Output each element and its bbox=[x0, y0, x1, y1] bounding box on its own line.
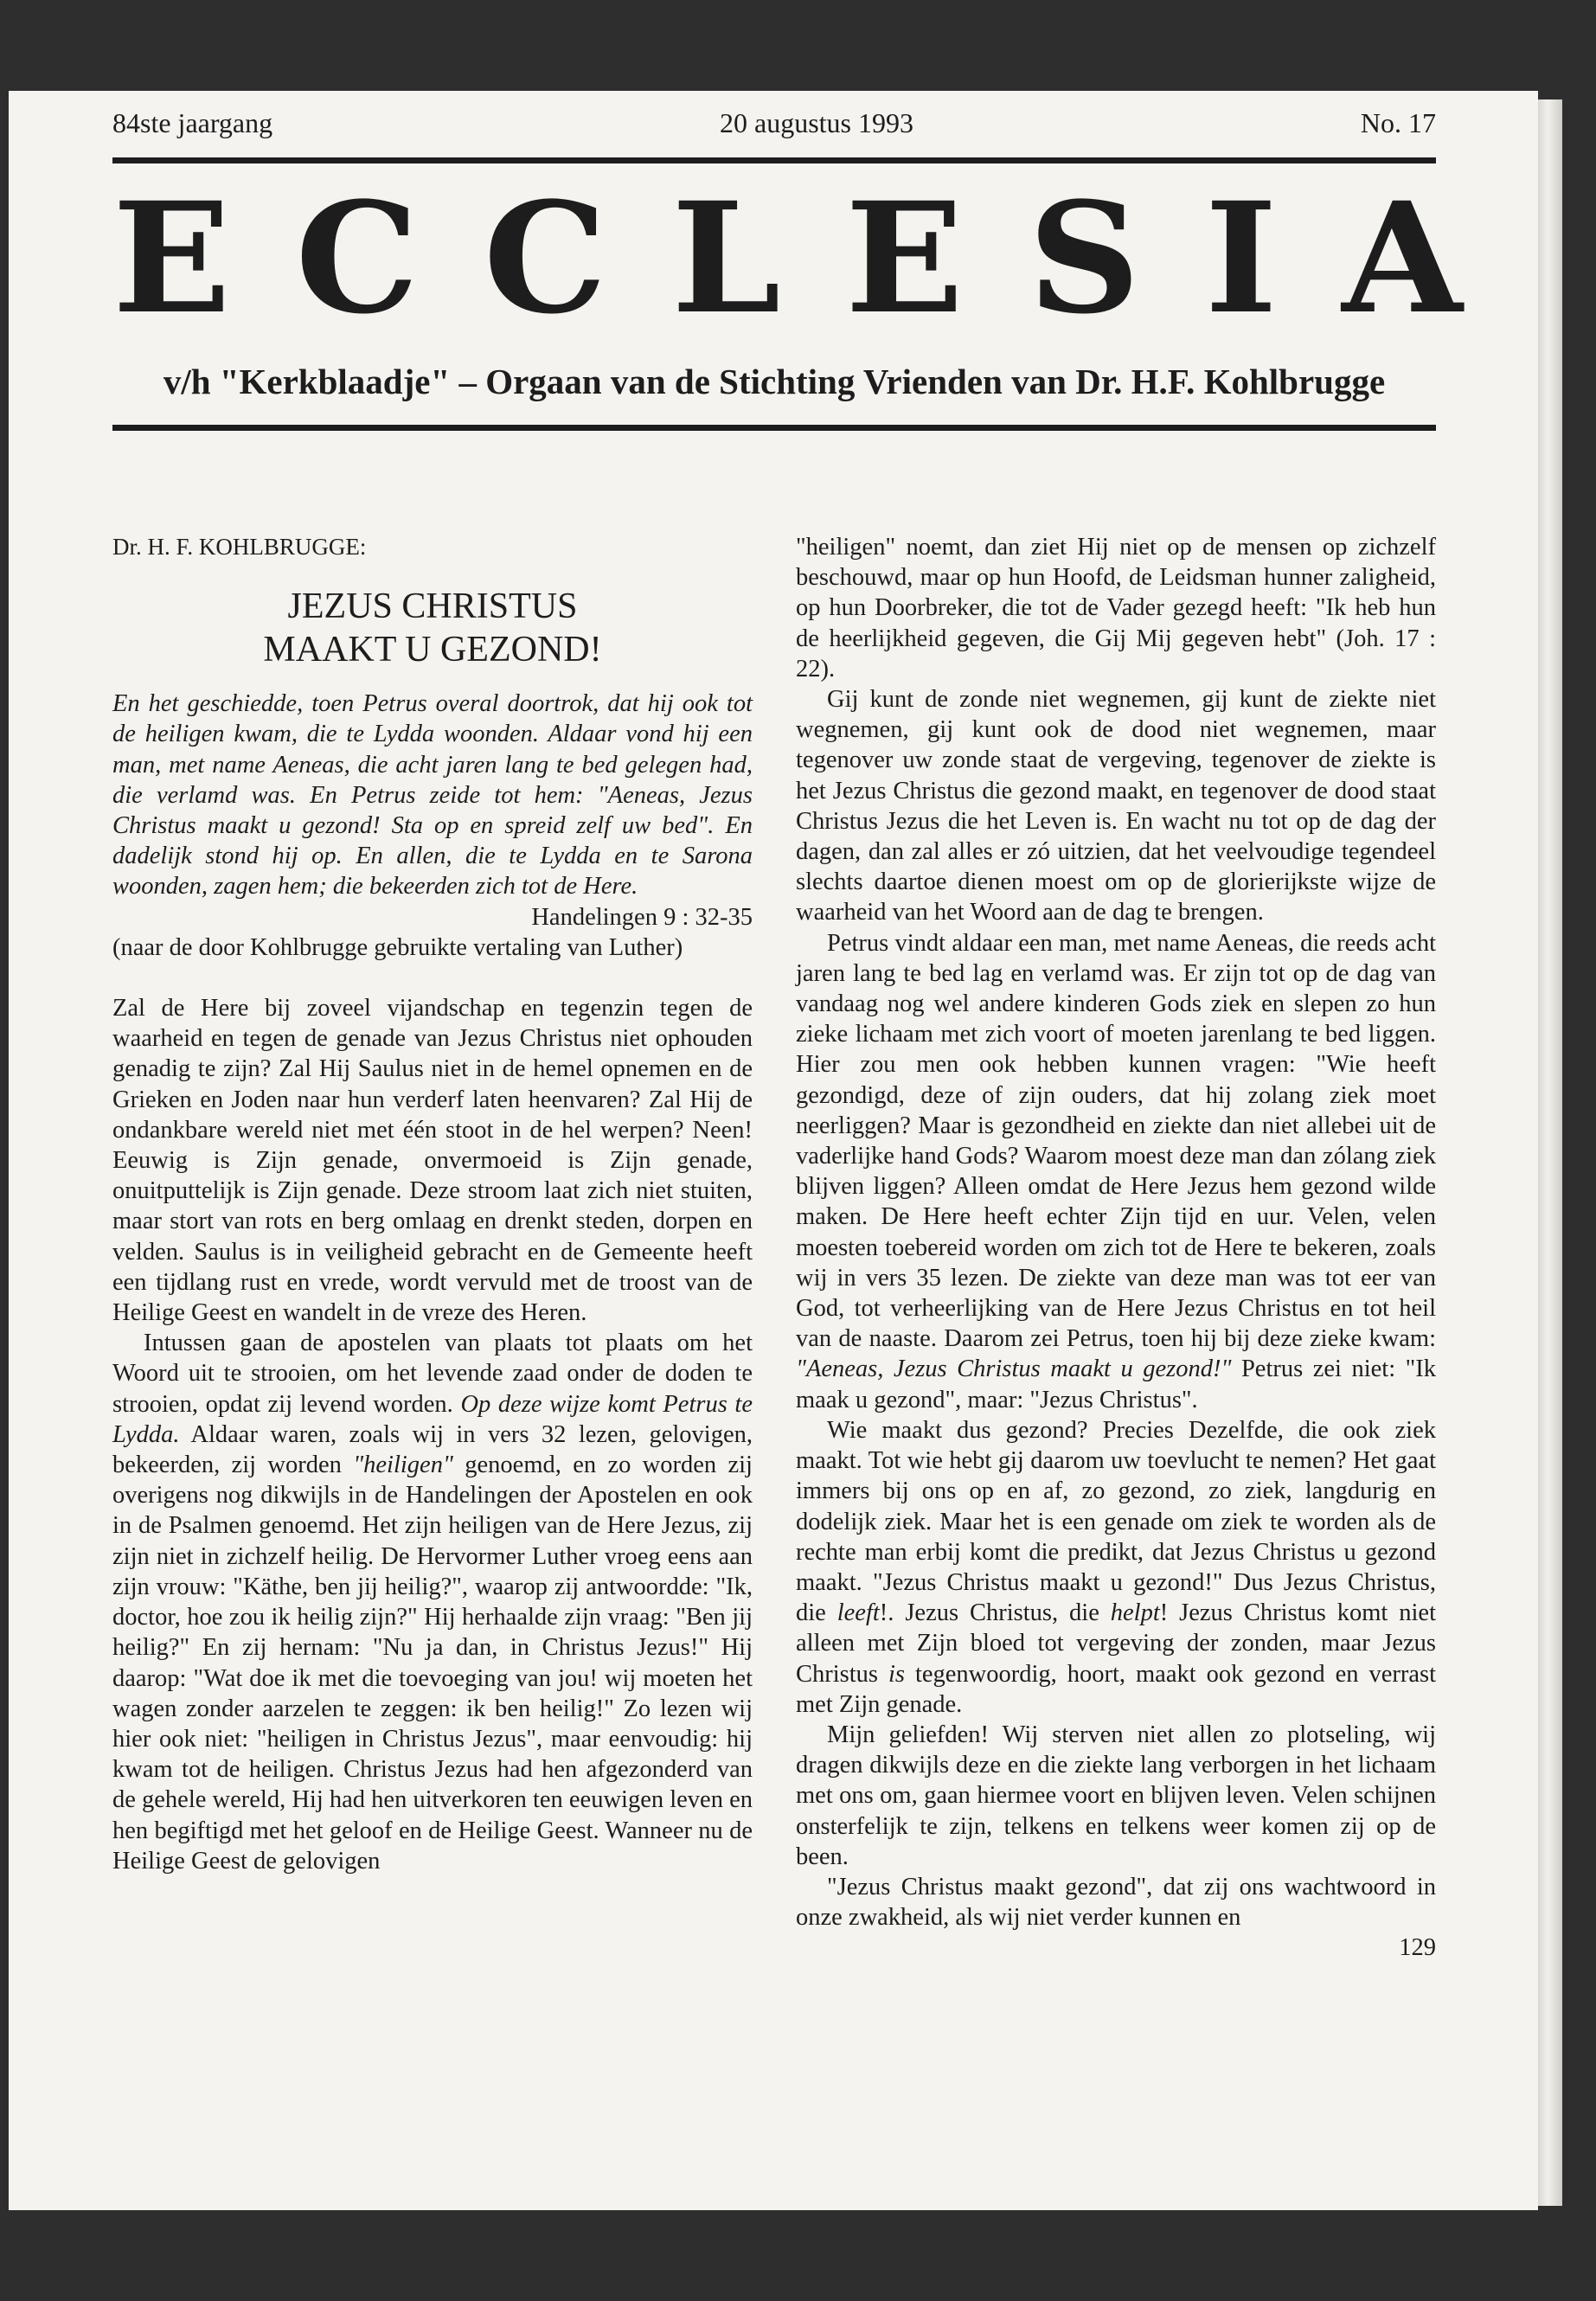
rule-bottom bbox=[112, 425, 1436, 431]
masthead bbox=[112, 169, 1463, 348]
paragraph: Petrus vindt aldaar een man, met name Aeneas, die reeds acht jaren lang te bed lag en verlamd was. Er zijn tot op de dag van vandaag nog wel andere kinderen Gods ziek en slepen zo hun zieke lichaam met zich voort of moeten jarenlang te bed liggen. Hier zou men ook hebben kunnen vragen: "Wie heeft gezondigd, deze of zijn ouders, dat hij zolang ziek moet neerliggen? Maar is gezondheid en ziekte dan niet allebei uit de vaderlijke hand Gods? Waarom moest deze man dan zólang ziek blijven liggen? Alleen omdat de Here Jezus hem gezond wilde maken. De Here heeft echter Zijn tijd en uur. Velen, velen moesten toebereid worden om zich tot de Here te bekeren, zoals wij in vers 35 lezen. De ziekte van deze man was tot eer van God, tot verheerlijking van de Here Jezus Christus en tot heil van de naaste. Daarom zei Petrus, toen hij bij deze zieke kwam: "Aeneas, Jezus Christus maakt u gezond!" Petrus zei niet: "Ik maak u gezond", maar: "Jezus Christus". bbox=[796, 929, 1437, 1413]
issue-number: No. 17 bbox=[1360, 106, 1436, 138]
paragraph: "Jezus Christus maakt gezond", dat zij ons wachtwoord in onze zwakheid, als wij niet verder kunnen en bbox=[796, 1873, 1436, 1932]
masthead-letter: E bbox=[112, 169, 231, 348]
paragraph: Gij kunt de zonde niet wegnemen, gij kunt de ziekte niet wegnemen, gij kunt ook de dood niet wegnemen, maar tegenover uw zonde staat de vergeving, tegenover de ziekte is het Jezus Christus die gezond maakt, en tegenover de dood staat Christus Jezus die het Leven is. En wacht nu tot op de dag der dagen, dan zal alles er zó uitzien, dat het veelvoudige tegendeel slechts daartoe dienen moest om op de glorierijkste wijze de waarheid van het Woord aan de dag te brengen. bbox=[796, 686, 1436, 926]
page-edge bbox=[1538, 99, 1562, 2206]
translation-note: (naar de door Kohlbrugge gebruikte vertaling van Luther) bbox=[112, 933, 683, 961]
paragraph: Zal de Here bij zoveel vijandschap en tegenzin tegen de waarheid en tegen de genade van Jezus Christus niet ophouden genadig te zijn? Zal Hij Saulus niet in de hemel opnemen en de Grieken en Joden naar hun verderf laten heenvaren? Zal Hij de ondankbare wereld niet met één stoot in de hel werpen? Neen! Eeuwig is Zijn genade, onvermoeid is Zijn genade, onuitputtelijk is Zijn genade. Deze stroom laat zich niet stuiten, maar stort van rots en berg omlaag en drenkt steden, dorpen en velden. Saulus is in veiligheid gebracht en de Gemeente heeft een tijdlang rust en vrede, wordt vervuld met de troost van de Heilige Geest en wandelt in de vreze des Heren. bbox=[112, 995, 753, 1327]
volume: 84ste jaargang bbox=[112, 106, 273, 138]
title-line: MAAKT U GEZOND! bbox=[263, 630, 602, 670]
newspaper-page bbox=[112, 104, 1463, 1962]
right-column bbox=[796, 532, 1436, 1964]
masthead-letter: L bbox=[671, 169, 781, 348]
paragraph: Intussen gaan de apostelen van plaats tot plaats om het Woord uit te strooien, om het levende zaad onder de doden te strooien, opdat zij levend worden. Op deze wijze komt Petrus te Lydda. Aldaar waren, zoals wij in vers 32 lezen, gelovigen, bekeerden, zij worden "heiligen" genoemd, en zo worden zij overigens nog dikwijls in de Handelingen der Apostelen en ook in de Psalmen genoemd. Het zijn heiligen van de Here Jezus, zij zijn niet in zichzelf heilig. De Hervormer Luther vroeg eens aan zijn vrouw: "Käthe, ben jij heilig?", waarop zij antwoordde: "Ik, doctor, hoe zou ik heilig zijn?" Hij herhaalde zijn vraag: "Ben jij heilig?" En zij hernam: "Nu ja dan, in Christus Jezus!" Hij daarop: "Wat doe ik met die toevoeging van jou! wij moeten het wagen zonder aarzelen te zeggen: ik ben heilig!" Zo lezen wij hier ook niet: "heiligen in Christus Jezus", maar eenvoudig: hij kwam tot de heiligen. Christus Jezus had hen afgezonderd van de gehele wereld, Hij had hen uitverkoren ten eeuwigen leven en hen begiftigd met het geloof en de Heilige Geest. Wanneer nu de Heilige Geest de gelovigen bbox=[112, 1330, 753, 1875]
scripture-quote: En het geschiedde, toen Petrus overal doortrok, dat hij ook tot de heiligen kwam, die te Lydda woonden. Aldaar vond hij een man, met name Aeneas, die acht jaren lang te bed gelegen had, die verlamd was. En Petrus zeide tot hem: "Aeneas, Jezus Christus maakt u gezond! Sta op en spreid zelf uw bed". En dadelijk stond hij op. En allen, die te Lydda en te Sarona woonden, zagen hem; die bekeerden zich tot de Here. bbox=[112, 690, 753, 901]
article-title bbox=[112, 585, 753, 671]
article-author: Dr. H. F. KOHLBRUGGE: bbox=[112, 534, 367, 560]
left-column bbox=[112, 532, 753, 1964]
issue-date: 20 augustus 1993 bbox=[720, 106, 913, 138]
masthead-letter: C bbox=[483, 169, 607, 348]
masthead-letter: I bbox=[1204, 169, 1278, 348]
article-columns bbox=[112, 532, 1436, 1964]
masthead-letter: A bbox=[1342, 169, 1463, 348]
title-line: JEZUS CHRISTUS bbox=[287, 586, 578, 627]
scripture-reference: Handelingen 9 : 32-35 bbox=[531, 903, 753, 931]
masthead-subtitle: v/h "Kerkblaadje" – Orgaan van de Stichting Vrienden van Dr. H.F. Kohlbrugge bbox=[163, 362, 1386, 401]
paragraph: Mijn geliefden! Wij sterven niet allen zo plotseling, wij dragen dikwijls deze en die ziekte lang verborgen in het lichaam met ons om, gaan hiermee voort en blijven leven. Velen schijnen onsterfelijk te zijn, telkens en telkens weer komen zij op de been. bbox=[796, 1721, 1436, 1870]
paragraph: Wie maakt dus gezond? Precies Dezelfde, die ook ziek maakt. Tot wie hebt gij daarom uw toevlucht te nemen? Het gaat immers bij ons op en af, zo gezond, zo ziek, langdurig en dodelijk ziek. Maar het is een genade om ziek te worden als de rechte man erbij komt die predikt, dat Jezus Christus u gezond maakt. "Jezus Christus maakt u gezond!" Dus Jezus Christus, die leeft!. Jezus Christus, die helpt! Jezus Christus komt niet alleen met Zijn bloed tot vergeving der zonden, maar Jezus Christus is tegenwoordig, hoort, maakt ook gezond en verrast met Zijn genade. bbox=[796, 1416, 1436, 1718]
masthead-letter: E bbox=[845, 169, 964, 348]
issue-line bbox=[112, 104, 1436, 142]
masthead-letter: S bbox=[1028, 169, 1141, 348]
masthead-letter: C bbox=[295, 169, 420, 348]
rule-top bbox=[112, 157, 1436, 163]
paragraph: "heiligen" noemt, dan ziet Hij niet op de mensen op zichzelf beschouwd, maar op hun Hoofd, de Leidsman hunner zaligheid, op hun Doorbreker, die tot de Vader gezegd heeft: "Ik heb hun de heerlijkheid gegeven, die Gij Mij gegeven hebt" (Joh. 17 : 22). bbox=[796, 534, 1436, 683]
page-number: 129 bbox=[1399, 1934, 1436, 1962]
